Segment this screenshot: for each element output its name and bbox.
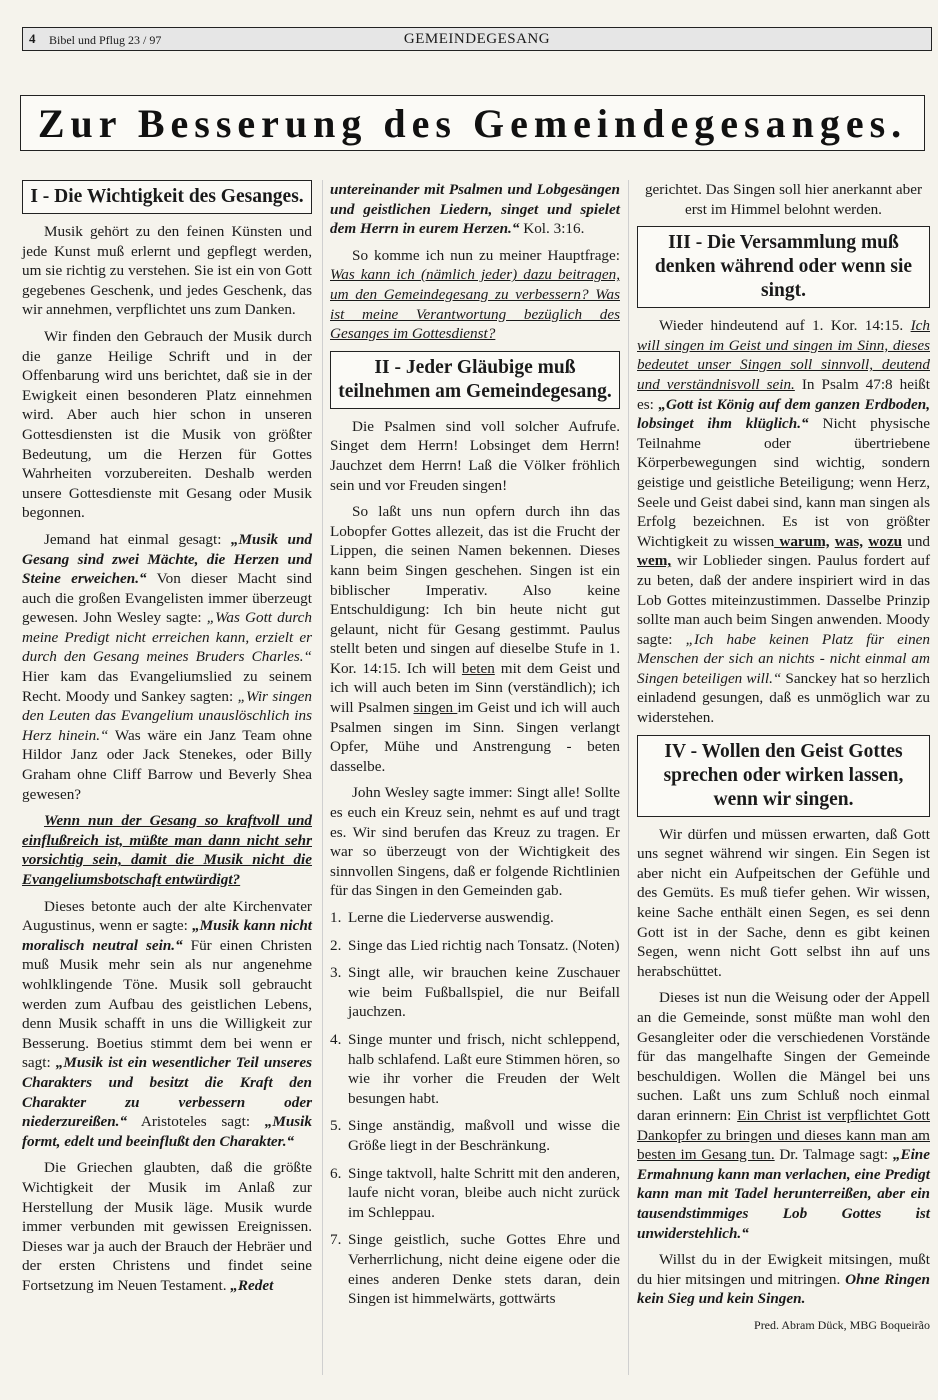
quote: „Was Gott durch meine Predigt nicht erreichen kann, erzielt er durch den Gesang meines Bruders Charles.“ [22,609,312,666]
paragraph: Musik gehört zu den feinen Künsten und jede Kunst muß erlernt und gepflegt werden, um sie richtig zu verstehen. Sie ist ein von Gott gegebenes Geschenk, und jedes Geschenk, das wir annehmen, verpflichtet uns zum Danken. [22,223,312,319]
paragraph [637,1250,930,1309]
paragraph [637,316,930,727]
text: So komme ich nun zu meiner Hauptfrage: [352,246,620,264]
issue-label: Bibel und Pflug 23 / 97 [49,33,162,47]
underlined-quote: Ich will singen im Geist und singen im Sinn, dieses bedeutet unser Singen soll sinnvoll, deutend und verständnisvoll sein. [637,317,930,393]
rule-number: 7. [330,1231,342,1249]
rule-number: 6. [330,1164,342,1182]
text: So laßt uns nun opfern durch ihn das Lobopfer Gottes allezeit, das ist die Frucht der Lippen, die seinen Namen bekennen. Dieses kann beim Singen geschehen. Singen ist ein biblischer Imperativ. Also keine Entschuldigung: Ich bin heute nicht gut gelaunt, nicht für Gesang gestimmt. Paulus stellt beten und singen auf dieselbe Stufe in 1. Kor. 14:15. Ich will [330,503,620,677]
rule-text: Singe munter und frisch, nicht schleppend, halb schlafend. Laßt eure Stimmen hören, so wie ihr vorher die Freuden der Welt besungen habt. [348,1030,620,1107]
underlined-word: wozu [868,532,903,550]
rule-number: 5. [330,1117,342,1135]
quote: „Musik formt, edelt und beeinflußt den Charakter.“ [22,1113,312,1150]
page-number: 4 [29,31,36,46]
quote: „Eine Ermahnung kann man verlachen, eine Predigt kann man mit Tadel herunterreißen, aber ein tausendstimmiges Lob Gottes ist unwiderstehlich.“ [637,1146,930,1242]
reference: Kol. 3:16. [519,220,585,238]
page-header-bar [22,27,932,51]
rules-list [330,908,620,1309]
emphasis-paragraph: Wenn nun der Gesang so kraftvoll und einflußreich ist, müßte man dann nicht sehr vorsichtig sein, damit die Musik nicht die Evangeliumsbotschaft entwürdigt? [22,812,312,888]
underlined-word: beten [461,659,495,677]
text: wir Loblieder singen. Paulus fordert auf zu beten, daß der andere inspiriert wird in das Lob Gottes miteinzustimmen. Dasselbe Prinzip sollte man auch beim Singen anwenden. Moody sagte: [637,552,930,648]
text: Willst du in der Ewigkeit mitsingen, mußt du hier mitsingen und mitringen. [637,1251,930,1288]
underlined-word: wem, [637,552,672,570]
rule-number: 2. [330,936,342,954]
text: und [902,532,930,550]
column-divider [322,180,323,1375]
text: Dieses betonte auch der alte Kirchenvater Augustinus, wenn er sagte: [22,897,312,935]
paragraph [637,988,930,1243]
rule-item [330,963,620,1022]
text: im Geist und ich will auch Psalmen singen im Sinn. Singen verlangt Opfer, Mühe und Anstrengung - beten dasselbe. [330,699,620,775]
rule-item [330,1116,620,1155]
underlined-question: Was kann ich (nämlich jeder) dazu beitragen, um den Gemeindegesang zu verbessern? Was ist meine Verantwortung bezüglich des Gesanges im Gottesdienst? [330,266,620,343]
text: Aristoteles sagt: [127,1113,265,1131]
rule-item [330,1164,620,1223]
paragraph [330,502,620,776]
column-2 [330,180,620,1317]
paragraph [22,1158,312,1295]
rule-number: 3. [330,964,342,982]
quote: untereinander mit Psalmen und Lobgesängen und geistlichen Liedern, singet und spielet dem Herrn in eurem Herzen.“ [330,181,620,238]
rule-item [330,1030,620,1108]
text: Sanckey hat so herzlich einladend gesungen, daß es unmöglich war zu widerstehen. [637,669,930,727]
quote: „Ich habe keinen Platz für einen Menschen der sich an nichts - nicht einmal am Singen beteiligen will.“ [637,630,930,687]
rule-text: Singe geistlich, suche Gottes Ehre und Verherrlichung, nicht deine eigene oder die eines anderen Denke stets daran, dein Singen ist himmelwärts, gottwärts [348,1231,620,1308]
rule-text: Singe das Lied richtig nach Tonsatz. (Noten) [348,936,620,954]
section-heading-3: III - Die Versammlung muß denken während oder wenn sie singt. [637,226,930,308]
underlined-word: singen [413,699,458,717]
rule-number: 1. [330,909,342,926]
rule-text: Lerne die Liederverse auswendig. [348,909,554,926]
paragraph [330,246,620,344]
quote: „Musik ist ein wesentlicher Teil unseres Charakters und besitzt die Kraft den Charakter zu verbessern oder niederzureißen.“ [22,1054,312,1131]
paragraph: Wir finden den Gebrauch der Musik durch die ganze Heilige Schrift und in der Offenbarung wird uns berichtet, daß sie in der Ewigkeit einen besonderen Platz einnehmen wird. Aber auch hier schon in unseren Gottesdiensten ist die Musik von größter Bedeutung, um die Herzen für Gottes Wahrheiten vorzubereiten. Deshalb werden unsere Gottesdienste mit Gesang oder Musik begonnen. [22,327,312,522]
quote: „Musik und Gesang sind zwei Mächte, die Herzen und Steine erweichen.“ [22,530,313,588]
rule-item [330,1230,620,1308]
section-heading-2: II - Jeder Gläubige muß teilnehmen am Gemeindegesang. [330,351,620,409]
text: Von dieser Macht sind auch die großen Evangelisten immer überzeugt gewesen. John Wesley sagte: [22,570,312,627]
text: Dieses ist nun die Weisung oder der Appell an die Gemeinde, sonst müßte man wohl den Gesangleiter oder die verschiedenen Vorstände für das mangelhafte Singen der Gemeinde beschuldigen. Wollen die Mängel bei uns suchen. Laßt uns zum Schluß noch einmal daran erinnern: [637,989,930,1124]
underlined-word: was, [834,532,864,550]
rule-text: Singe anständig, maßvoll und wisse die Größe liegt in der Beschränkung. [348,1117,620,1154]
quote: „Wir singen den Leuten das Evangelium unauslöschlich ins Herz hinein.“ [22,687,312,744]
column-1 [22,180,312,1302]
text: Wieder hindeutend auf 1. Kor. 14:15. [659,317,911,335]
text: mit dem Geist und ich will auch beten im Sinn (verständlich); ich will Psalmen [330,659,620,717]
text: Die Griechen glaubten, daß die größte Wichtigkeit der Musik im Anlaß zur Herstellung der Musik läge. Musik wurde immer verbunden mit gewissen Ereignissen. Dieses war ja auch der Brauch der Hebräer und der ersten Christens und findet seine Fortsetzung im Neuen Testament. [22,1159,312,1294]
rule-number: 4. [330,1030,342,1048]
paragraph [330,180,620,239]
text: Was wäre ein Janz Team ohne Hildor Janz oder Jack Stenekes, oder Billy Graham ohne Cliff Barrow und Beverly Shea gewesen? [22,726,312,803]
author-signature: Pred. Abram Dück, MBG Boqueirão [754,1317,930,1332]
text: Für einen Christen muß Musik mehr sein als nur angenehme wohlklingende Töne. Musik soll gebraucht werden zum Aufbau des geistlichen Lebens, denn Musik schafft in uns die Willigkeit zur Besserung. Boetius stimmt dem bei wenn er sagt: [22,936,313,1072]
quote: „Redet [230,1276,274,1294]
paragraph [22,530,312,804]
underlined-sentence: Ein Christ ist verpflichtet Gott Dankopfer zu bringen und dieses kann man am besten im Gesang tun. [637,1106,930,1164]
article-title: Zur Besserung des Gemeindegesanges. [20,95,925,151]
section-title: GEMEINDEGESANG [403,31,551,47]
section-heading-1: I - Die Wichtigkeit des Gesanges. [22,180,312,214]
rule-text: Singe taktvoll, halte Schritt mit den anderen, laufe nicht voran, bleibe auch nicht zurück im Schleppau. [348,1164,620,1221]
section-heading-4: IV - Wollen den Geist Gottes sprechen oder wirken lassen, wenn wir singen. [637,735,930,817]
paragraph: John Wesley sagte immer: Singt alle! Solltе es euch ein Kreuz sein, nehmt es auf und tragt es. Wir sind berufen das Kreuz zu tragen. Er war so überzeugt von der Wichtigkeit des sinnvollen Singens, daß er folgende Richtlinien für das Singen in den Gemeinden gab. [330,784,620,900]
text: In Psalm 47:8 heißt es: [637,375,930,413]
rule-item [330,908,620,928]
quote: „Gott ist König auf dem ganzen Erdboden, lobsinget ihm klüglich.“ [637,395,930,433]
paragraph: Wir dürfen und müssen erwarten, daß Gott uns segnet während wir singen. Ein Segen ist aber nicht ein Aufpeitschen der Gefühle und des Gemüts. Es muß tiefer gehen. Wir wissen, keine Sache enthält einen Segen, es sei denn Gott ist in der Sache, denn es gibt keinen Segen, wenn nicht Gott selbst ihn auf uns herabschüttet. [637,825,930,980]
paragraph [22,897,312,1152]
text: Hier kam das Evangeliumslied zu seinem Recht. Moody und Sankey sagten: [22,668,312,705]
paragraph: Die Psalmen sind voll solcher Aufrufe. Singet dem Herrn! Lobsinget dem Herrn! Jauchzet dem Herrn! Laß die Völker fröhlich sein und vor Freuden singen! [330,417,620,494]
text: Nicht physische Teilnahme oder übertriebene Körperbewegungen sind wichtig, sondern geistige und geistliche Beteiligung; wenn Herz, Seele und Geist dabei sind, kann man singen als Erfolg bezeichnen. Es ist von größter Wichtigkeit zu wissen [637,415,930,550]
text: Dr. Talmage sagt: [774,1146,893,1164]
rule-text: Singt alle, wir brauchen keine Zuschauer wie beim Fußballspiel, die nur Beifall jauchzen. [348,964,620,1021]
paragraph: gerichtet. Das Singen soll hier anerkannt aber erst im Himmel belohnt werden. [644,181,923,218]
underlined-word: warum, [774,532,830,550]
rule-item [330,936,620,956]
quote: Ohne Ringen kein Sieg und kein Singen. [637,1270,930,1308]
column-3 [637,180,930,1343]
column-divider [628,180,629,1375]
quote: „Musik kann nicht moralisch neutral sein.“ [22,917,312,954]
text: Jemand hat einmal gesagt: [44,530,231,548]
